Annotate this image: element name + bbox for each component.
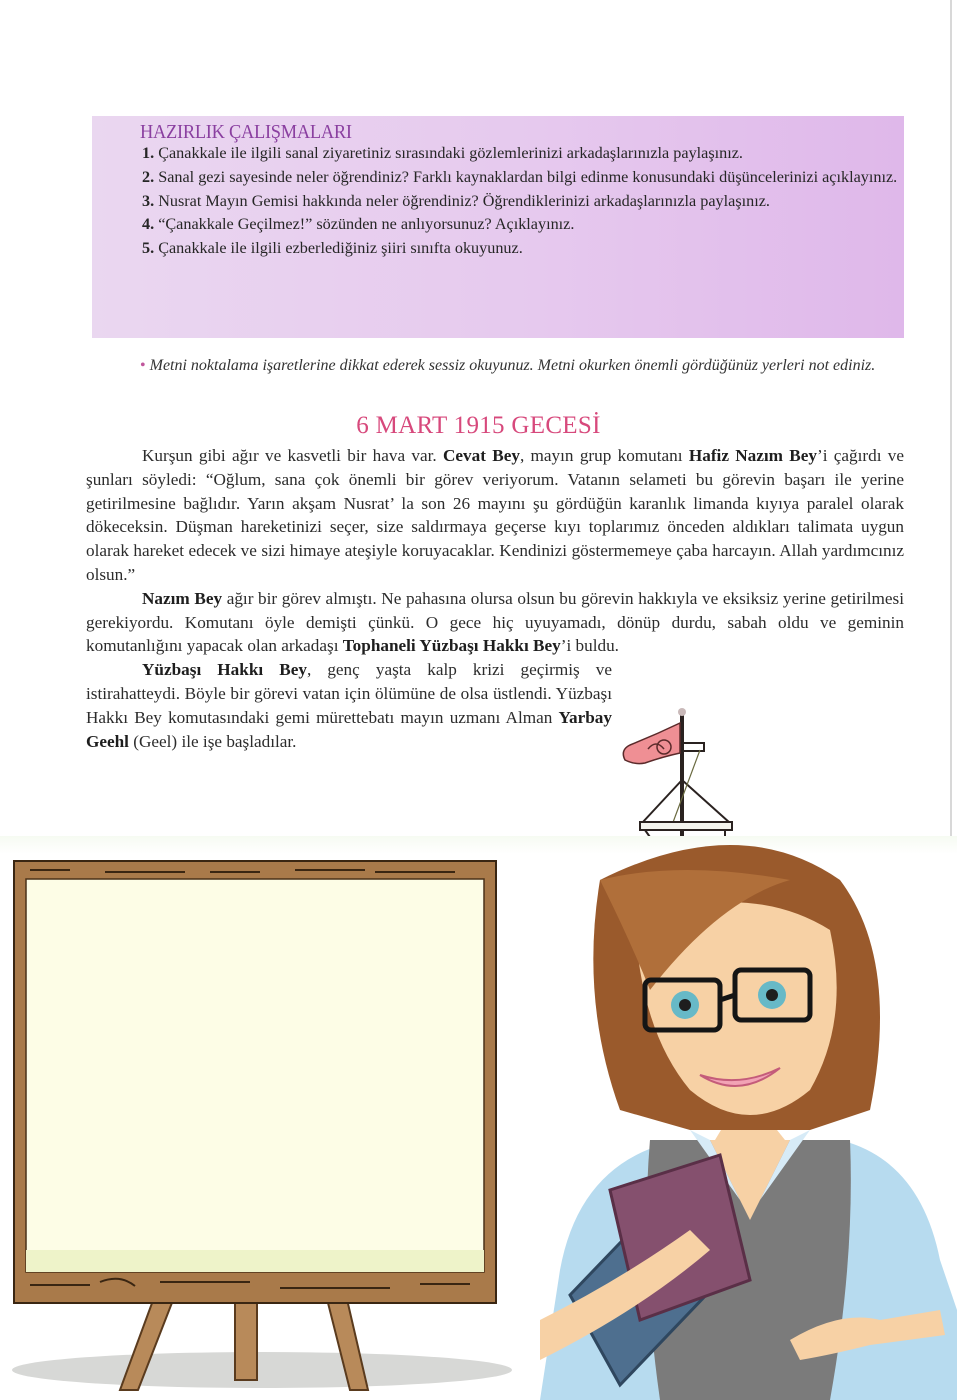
easel-board-illustration <box>0 850 560 1400</box>
text: ’i buldu. <box>560 636 619 656</box>
name-hakki-bey: Yüzbaşı Hakkı Bey <box>142 660 307 680</box>
name-geehl: Yarbay Geehl <box>86 707 612 751</box>
text: ağır bir görev almıştı. Ne pahasına olursa olsun bu görevin hakkıyla ve eksiksiz yerine getirilmesi gerekiyordu. Komutanı öyle demişti çünkü. O gece hiç uyuyamadı, dönüp durdu, sabah oldu ve geminin komutanlığını yapacak olan arkadaşı <box>86 588 904 656</box>
story-paragraph-2 <box>86 587 904 658</box>
item-number: 3. <box>142 191 155 210</box>
item-number: 1. <box>142 144 155 162</box>
item-text: “Çanakkale Geçilmez!” sözünden ne anlıyorsunuz? Açıklayınız. <box>158 215 575 234</box>
name-nazim-bey: Nazım Bey <box>142 588 223 608</box>
text: , mayın grup komutanı <box>519 446 689 465</box>
teacher-illustration <box>540 840 957 1400</box>
reading-instruction <box>92 354 904 378</box>
name-hakki-bey: Tophaneli Yüzbaşı Hakkı Bey <box>342 636 561 656</box>
name-nazim-bey: Hafiz Nazım Bey <box>688 446 817 465</box>
preparation-item <box>96 142 902 166</box>
item-text: Çanakkale ile ilgili sanal ziyaretiniz sırasındaki gözlemlerinizi arkadaşlarınızla paylaşınız. <box>158 144 743 162</box>
story-title: 6 MART 1915 GECESİ <box>356 412 601 439</box>
story-body <box>86 444 904 753</box>
text: (Geel) ile işe başladılar. <box>128 731 297 751</box>
preparation-item <box>96 213 902 237</box>
item-number: 5. <box>142 239 155 258</box>
text: , genç yaşta kalp krizi geçirmiş ve istirahatteydi. Böyle bir görevi vatan için ölümüne de olsa üstlendi. Yüzbaşı Hakkı Bey komutasındaki gemi mürettebatı mayın uzmanı Alman <box>86 660 612 727</box>
item-number: 2. <box>142 167 155 186</box>
bullet-icon: • <box>140 357 146 374</box>
text: ’i çağırdı ve şunları söyledi: “Oğlum, sana çok önemli bir görev veriyorum. Vatanın selameti bu görevin başarı ile yerine getirilmesine bağlıdır. Yarın akşam Nusrat’ la son 26 mayını şu gördüğün karanlık limanda kıyıya paralel olarak dökeceksin. Düşman hareketinizi seçer, size saldırmaya geçerse kıyı toplarımız önceden aldıkları talimata uygun olarak hareket edecek ve sizi himaye ateşiyle koruyacaklar. Kendinizi göstermemeye çaba harcayın. Allah yardımcınız olsun.” <box>86 446 905 584</box>
item-text: Çanakkale ile ilgili ezberlediğiniz şiiri sınıfta okuyunuz. <box>158 239 523 258</box>
story-paragraph-1 <box>86 444 904 587</box>
preparation-item <box>96 237 902 261</box>
story-paragraph-3 <box>86 658 612 753</box>
text: Kurşun gibi ağır ve kasvetli bir hava var. <box>142 446 443 465</box>
preparation-title: HAZIRLIK ÇALIŞMALARI <box>140 121 352 143</box>
preparation-list <box>96 142 902 261</box>
item-text: Nusrat Mayın Gemisi hakkında neler öğrendiniz? Öğrendiklerinizi arkadaşlarınızla paylaşınız. <box>158 191 770 210</box>
preparation-item <box>96 166 902 190</box>
item-text: Sanal gezi sayesinde neler öğrendiniz? Farklı kaynaklardan bilgi edinme konusundaki düşüncelerinizi açıklayınız. <box>158 167 898 186</box>
name-cevat-bey: Cevat Bey <box>443 446 520 465</box>
preparation-item <box>96 190 902 214</box>
instruction-text: Metni noktalama işaretlerine dikkat ederek sessiz okuyunuz. Metni okurken önemli gördüğünüz yerleri not ediniz. <box>149 357 876 374</box>
item-number: 4. <box>142 215 155 234</box>
flag-mast-icon <box>600 705 740 840</box>
